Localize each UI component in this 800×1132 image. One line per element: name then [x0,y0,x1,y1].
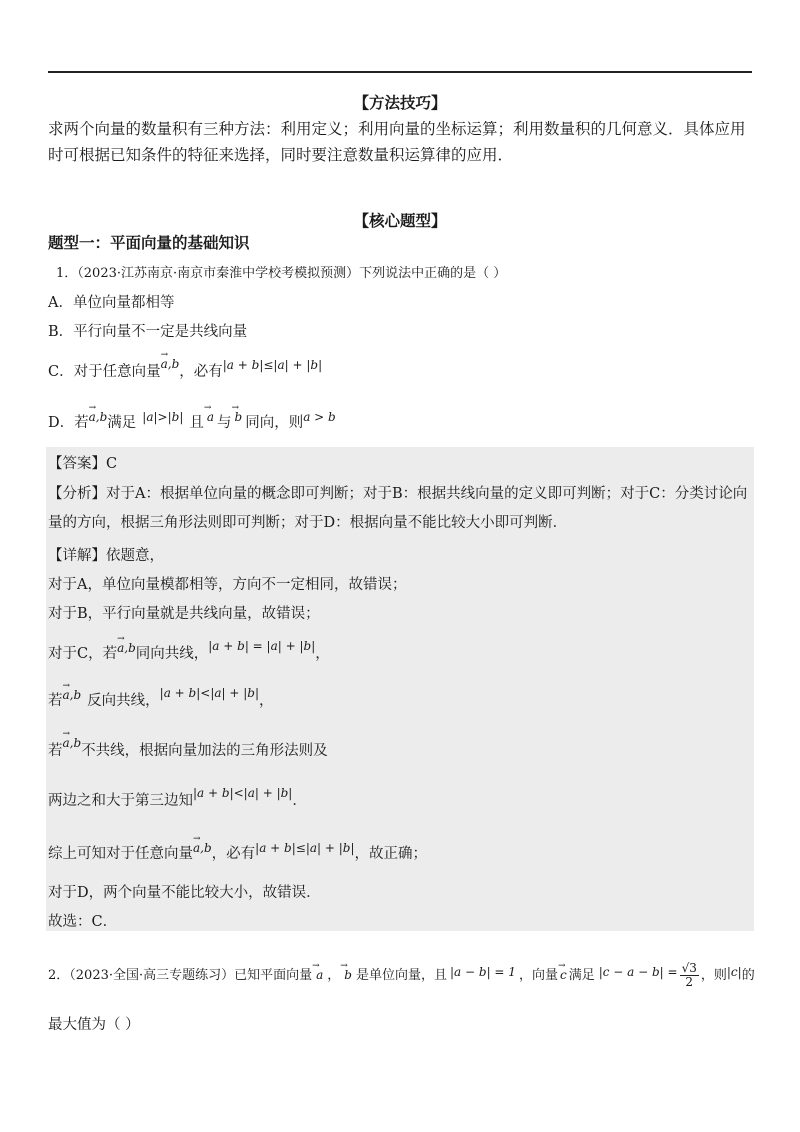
answer-detail-noncollinear-mid: 不共线，根据向量加法的三角形法则及 [81,743,328,759]
q1-option-c-vectors: → a,b [161,355,180,373]
q2-text5: ，则 [700,968,727,983]
q1-option-d-text4: 同向，则 [245,415,304,431]
q2-text2: 是单位向量，且 [355,968,447,983]
answer-detail-c-prefix: 对于C，若 [48,646,118,662]
q1-option-c-prefix: C．对于任意向量 [48,364,161,380]
answer-label: 【答案】C [48,456,118,472]
answer-detail-noncollinear-prefix: 若 [48,743,63,759]
q2-stem [48,962,755,989]
q1-option-d-inequality: |a|>|b| [142,410,184,424]
q1-option-d [48,410,336,432]
q1-option-d-text2: 且 [189,415,204,431]
answer-detail-triangle-end: ． [292,793,307,809]
answer-detail-opposite-prefix: 若 [48,693,63,709]
answer-detail-heading: 【详解】依题意， [48,548,164,564]
q2-constraint: |c − a − b| = [598,965,678,979]
q1-option-c-inequality: |a + b|≤|a| + |b| [222,358,323,372]
q2-text6: 的 [741,968,755,983]
answer-detail-summary-end: ，故正确； [354,846,428,862]
q2-fraction-numerator: √3 [681,961,697,975]
q2-fraction-denominator: 2 [685,975,694,989]
q1-option-c [48,357,323,381]
q1-option-b: B．平行向量不一定是共线向量 [48,324,248,340]
method-text: 求两个向量的数量积有三种方法：利用定义；利用向量的坐标运算；利用数量积的几何意义．具体应用时可根据已知条件的特征来选择，同时要注意数量积运算律的应用． [48,120,746,164]
answer-detail-d: 对于D，两个向量不能比较大小，故错误． [48,885,321,901]
method-title: 【方法技巧】 [353,93,447,112]
answer-detail-summary [48,841,428,863]
answer-detail-summary-prefix: 综上可知对于任意向量 [48,846,193,862]
q1-option-d-prefix: D．若 [48,415,89,431]
answer-detail-c-vectors: → a,b [117,639,136,657]
q2-condition: |a − b| = 1 [450,965,516,979]
answer-detail-c-end: ， [315,646,330,662]
q1-option-d-text3: 与 [217,415,232,431]
q2-target: |c| [726,965,742,979]
q2-text4: 满足 [568,968,595,983]
q2-vector-c: → c [558,966,569,984]
answer-detail-triangle-prefix: 两边之和大于第三边知 [48,793,193,809]
answer-detail-noncollinear [48,736,328,760]
q2-prefix: 2．（2023·全国·高三专题练习）已知平面向量 [48,968,313,983]
answer-analysis: 【分析】对于A：根据单位向量的概念即可判断；对于B：根据共线向量的定义即可判断；对于C：分类讨论向量的方向，根据三角形法则即可判断；对于D：根据向量不能比较大小即可判断． [48,486,748,531]
q2-text1: ， [327,968,341,983]
q1-option-d-vector-a: → a [204,408,217,426]
q2-stem-line2: 最大值为（ ） [48,1017,140,1033]
header-rule [48,71,752,73]
answer-detail-opposite [48,686,274,710]
answer-detail-opposite-inequality: |a + b|<|a| + |b| [159,686,260,700]
q2-vector-b: → b [340,966,356,984]
q1-option-a: A．单位向量都相等 [48,295,175,311]
q2-fraction [680,962,699,989]
answer-detail-c-same [48,639,330,663]
q1-option-c-mid: ，必有 [179,364,223,380]
q1-option-d-vectors: → a,b [89,408,108,426]
answer-detail-noncollinear-vectors: → a,b [63,734,82,752]
answer-detail-summary-inequality: |a + b|≤|a| + |b| [255,841,355,855]
type1-title: 题型一：平面向量的基础知识 [48,233,250,252]
answer-detail-a: 对于A，单位向量模都相等，方向不一定相同，故错误； [48,577,407,593]
answer-detail-summary-mid: ，必有 [211,846,256,862]
q1-option-d-comparison: a > b [303,410,336,424]
q2-vector-a: → a [312,966,327,984]
answer-choice: 故选：C． [48,914,118,930]
answer-detail-opposite-end: ， [259,693,274,709]
answer-detail-c-equality: |a + b| = |a| + |b| [208,639,316,653]
q2-text3: ，向量 [518,968,558,983]
q1-stem: 1．（2023·江苏南京·南京市秦淮中学校考模拟预测）下列说法中正确的是（ ） [56,266,507,281]
answer-detail-summary-vectors: → a,b [193,839,212,857]
answer-detail-triangle [48,786,307,810]
answer-detail-opposite-vectors: → a,b [63,686,88,704]
q1-option-d-vector-b: → b [232,408,246,426]
core-title: 【核心题型】 [353,211,447,230]
q1-option-d-text1: 满足 [107,415,137,431]
answer-detail-opposite-mid: 反向共线， [87,693,160,709]
answer-detail-c-mid: 同向共线， [135,646,209,662]
answer-detail-triangle-inequality: |a + b|<|a| + |b| [193,786,293,800]
answer-detail-b: 对于B，平行向量就是共线向量，故错误； [48,606,320,622]
